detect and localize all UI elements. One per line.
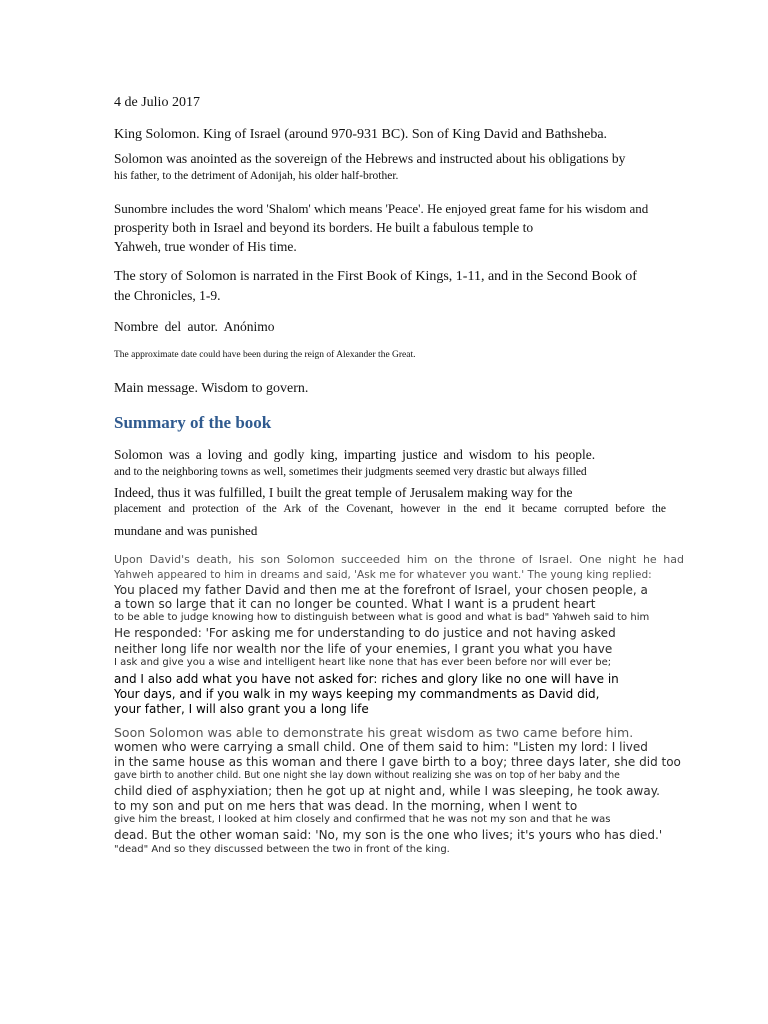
david-para-line: your father, I will also grant you a long life <box>114 702 369 716</box>
wisdom-para-line: to my son and put on me hers that was dead. In the morning, when I went to <box>114 799 578 813</box>
wisdom-para-line: child died of asphyxiation; then he got up at night and, while I was sleeping, he took away. <box>114 784 660 798</box>
david-para-line: and I also add what you have not asked for: riches and glory like no one will have in <box>114 672 619 686</box>
wisdom-para-line: dead. But the other woman said: 'No, my son is the one who lives; it's yours who has died.' <box>114 828 663 842</box>
david-para-line: to be able to judge knowing how to distinguish between what is good and what is bad" Yahweh said to him <box>114 612 650 623</box>
summary-line: and to the neighboring towns as well, sometimes their judgments seemed very drastic but always filled <box>114 466 587 478</box>
david-para-line: Upon David's death, his son Solomon succeeded him on the throne of Israel. One night he had <box>114 553 684 566</box>
intro-line: his father, to the detriment of Adonijah, his older half-brother. <box>114 170 399 182</box>
wisdom-para-line: Soon Solomon was able to demonstrate his great wisdom as two came before him. <box>114 725 634 740</box>
wisdom-para-line: in the same house as this woman and there I gave birth to a boy; three days later, she did too <box>114 755 681 769</box>
name-para-line: prosperity both in Israel and beyond its borders. He built a fabulous temple to <box>114 220 534 235</box>
story-para-line: the Chronicles, 1-9. <box>114 288 221 303</box>
wisdom-para-line: give him the breast, I looked at him closely and confirmed that he was not my son and that he was <box>114 814 611 825</box>
intro-line: Solomon was anointed as the sovereign of the Hebrews and instructed about his obligations by <box>114 151 626 166</box>
david-para-line: a town so large that it can no longer be counted. What I want is a prudent heart <box>114 597 596 611</box>
story-para-line: The story of Solomon is narrated in the First Book of Kings, 1-11, and in the Second Book of <box>114 269 637 284</box>
wisdom-para-line: gave birth to another child. But one night she lay down without realizing she was on top of her baby and the <box>114 770 620 781</box>
document-date: 4 de Julio 2017 <box>114 95 200 110</box>
name-para-line: Yahweh, true wonder of His time. <box>114 239 297 254</box>
david-para-line: Yahweh appeared to him in dreams and said, 'Ask me for whatever you want.' The young king replied: <box>114 569 652 581</box>
date-note: The approximate date could have been during the reign of Alexander the Great. <box>114 350 416 360</box>
david-para-line: You placed my father David and then me at the forefront of Israel, your chosen people, a <box>114 583 648 597</box>
david-para-line: He responded: 'For asking me for understanding to do justice and not having asked <box>114 626 616 640</box>
summary-line: placement and protection of the Ark of the Covenant, however in the end it became corrupted before the <box>114 503 666 515</box>
main-message: Main message. Wisdom to govern. <box>114 381 309 396</box>
intro-line: King Solomon. King of Israel (around 970-931 BC). Son of King David and Bathsheba. <box>114 127 608 142</box>
david-para-line: I ask and give you a wise and intelligent heart like none that has ever been before nor will ever be; <box>114 657 612 668</box>
summary-line: Solomon was a loving and godly king, imparting justice and wisdom to his people. <box>114 447 596 462</box>
wisdom-para-line: "dead" And so they discussed between the two in front of the king. <box>114 844 450 855</box>
summary-line: Indeed, thus it was fulfilled, I built the great temple of Jerusalem making way for the <box>114 485 573 500</box>
david-para-line: Your days, and if you walk in my ways keeping my commandments as David did, <box>114 687 600 701</box>
summary-line: mundane and was punished <box>114 523 258 538</box>
name-para-line: Sunombre includes the word 'Shalom' which means 'Peace'. He enjoyed great fame for his wisdom and <box>114 201 649 216</box>
summary-heading: Summary of the book <box>114 413 272 432</box>
wisdom-para-line: women who were carrying a small child. One of them said to him: "Listen my lord: I lived <box>114 740 648 754</box>
david-para-line: neither long life nor wealth nor the life of your enemies, I grant you what you have <box>114 642 613 656</box>
author-line: Nombre del autor. Anónimo <box>114 319 275 334</box>
